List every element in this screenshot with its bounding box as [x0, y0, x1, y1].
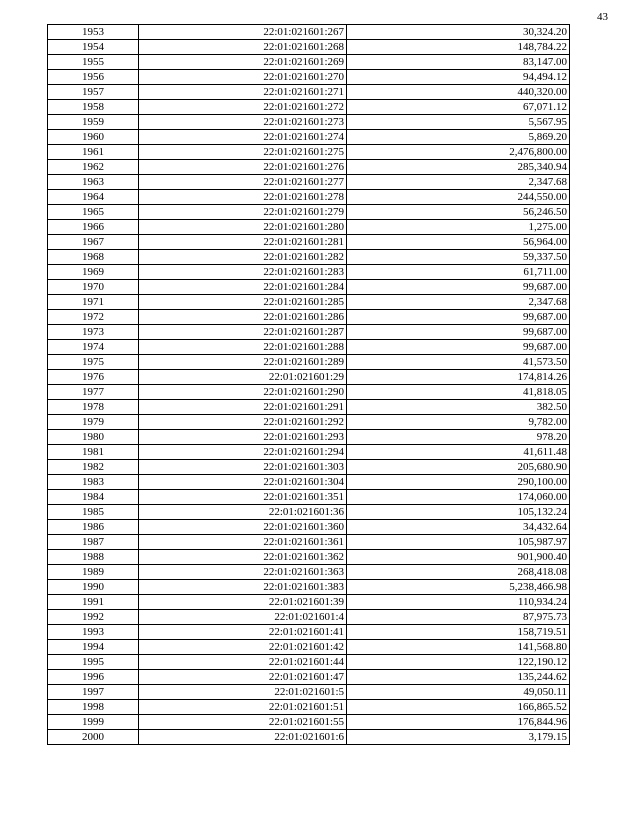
table-row	[48, 385, 570, 400]
table-row	[48, 610, 570, 625]
row-number-cell: 1955	[48, 55, 139, 70]
amount-cell: 382.50	[347, 400, 570, 415]
table-row	[48, 265, 570, 280]
row-number-cell: 1987	[48, 535, 139, 550]
table-row	[48, 175, 570, 190]
amount-cell: 244,550.00	[347, 190, 570, 205]
amount-cell: 5,869.20	[347, 130, 570, 145]
amount-cell: 56,246.50	[347, 205, 570, 220]
row-number-cell: 1963	[48, 175, 139, 190]
amount-cell: 901,900.40	[347, 550, 570, 565]
table-row	[48, 655, 570, 670]
amount-cell: 5,567.95	[347, 115, 570, 130]
row-number-cell: 1967	[48, 235, 139, 250]
amount-cell: 174,814.26	[347, 370, 570, 385]
amount-cell: 176,844.96	[347, 715, 570, 730]
row-number-cell: 1971	[48, 295, 139, 310]
cadastral-number-cell: 22:01:021601:41	[139, 625, 347, 640]
cadastral-number-cell: 22:01:021601:286	[139, 310, 347, 325]
row-number-cell: 1981	[48, 445, 139, 460]
table-row	[48, 685, 570, 700]
amount-cell: 290,100.00	[347, 475, 570, 490]
table-row	[48, 565, 570, 580]
amount-cell: 83,147.00	[347, 55, 570, 70]
table-row	[48, 310, 570, 325]
cadastral-number-cell: 22:01:021601:285	[139, 295, 347, 310]
row-number-cell: 1992	[48, 610, 139, 625]
table-row	[48, 70, 570, 85]
cadastral-number-cell: 22:01:021601:44	[139, 655, 347, 670]
cadastral-number-cell: 22:01:021601:276	[139, 160, 347, 175]
table-row	[48, 100, 570, 115]
table-row	[48, 160, 570, 175]
cadastral-number-cell: 22:01:021601:267	[139, 25, 347, 40]
amount-cell: 3,179.15	[347, 730, 570, 745]
row-number-cell: 1958	[48, 100, 139, 115]
amount-cell: 41,611.48	[347, 445, 570, 460]
table-row	[48, 250, 570, 265]
row-number-cell: 1993	[48, 625, 139, 640]
amount-cell: 148,784.22	[347, 40, 570, 55]
amount-cell: 285,340.94	[347, 160, 570, 175]
row-number-cell: 1954	[48, 40, 139, 55]
amount-cell: 34,432.64	[347, 520, 570, 535]
cadastral-number-cell: 22:01:021601:268	[139, 40, 347, 55]
row-number-cell: 1988	[48, 550, 139, 565]
amount-cell: 110,934.24	[347, 595, 570, 610]
table-row	[48, 295, 570, 310]
amount-cell: 30,324.20	[347, 25, 570, 40]
row-number-cell: 1975	[48, 355, 139, 370]
cadastral-number-cell: 22:01:021601:272	[139, 100, 347, 115]
row-number-cell: 1980	[48, 430, 139, 445]
cadastral-number-cell: 22:01:021601:51	[139, 700, 347, 715]
amount-cell: 41,818.05	[347, 385, 570, 400]
cadastral-number-cell: 22:01:021601:278	[139, 190, 347, 205]
page-number: 43	[597, 11, 608, 23]
row-number-cell: 1994	[48, 640, 139, 655]
table-row	[48, 475, 570, 490]
cadastral-number-cell: 22:01:021601:280	[139, 220, 347, 235]
table-row	[48, 370, 570, 385]
table-row	[48, 445, 570, 460]
cadastral-number-cell: 22:01:021601:293	[139, 430, 347, 445]
row-number-cell: 1959	[48, 115, 139, 130]
cadastral-number-cell: 22:01:021601:288	[139, 340, 347, 355]
cadastral-number-cell: 22:01:021601:383	[139, 580, 347, 595]
row-number-cell: 1968	[48, 250, 139, 265]
table-row	[48, 580, 570, 595]
row-number-cell: 1995	[48, 655, 139, 670]
row-number-cell: 1999	[48, 715, 139, 730]
table-row	[48, 145, 570, 160]
cadastral-number-cell: 22:01:021601:304	[139, 475, 347, 490]
row-number-cell: 1978	[48, 400, 139, 415]
table-row	[48, 490, 570, 505]
cadastral-number-cell: 22:01:021601:292	[139, 415, 347, 430]
amount-cell: 268,418.08	[347, 565, 570, 580]
table-row	[48, 355, 570, 370]
amount-cell: 9,782.00	[347, 415, 570, 430]
row-number-cell: 1965	[48, 205, 139, 220]
amount-cell: 105,132.24	[347, 505, 570, 520]
registry-table-body	[48, 25, 570, 745]
cadastral-number-cell: 22:01:021601:283	[139, 265, 347, 280]
row-number-cell: 1977	[48, 385, 139, 400]
amount-cell: 56,964.00	[347, 235, 570, 250]
cadastral-number-cell: 22:01:021601:287	[139, 325, 347, 340]
amount-cell: 61,711.00	[347, 265, 570, 280]
cadastral-number-cell: 22:01:021601:29	[139, 370, 347, 385]
amount-cell: 158,719.51	[347, 625, 570, 640]
row-number-cell: 1976	[48, 370, 139, 385]
table-row	[48, 235, 570, 250]
amount-cell: 99,687.00	[347, 340, 570, 355]
cadastral-number-cell: 22:01:021601:5	[139, 685, 347, 700]
row-number-cell: 1964	[48, 190, 139, 205]
table-row	[48, 640, 570, 655]
table-row	[48, 85, 570, 100]
amount-cell: 122,190.12	[347, 655, 570, 670]
amount-cell: 99,687.00	[347, 280, 570, 295]
cadastral-number-cell: 22:01:021601:361	[139, 535, 347, 550]
amount-cell: 94,494.12	[347, 70, 570, 85]
amount-cell: 105,987.97	[347, 535, 570, 550]
table-row	[48, 550, 570, 565]
cadastral-number-cell: 22:01:021601:282	[139, 250, 347, 265]
table-row	[48, 715, 570, 730]
row-number-cell: 1974	[48, 340, 139, 355]
table-row	[48, 460, 570, 475]
row-number-cell: 1966	[48, 220, 139, 235]
amount-cell: 978.20	[347, 430, 570, 445]
cadastral-number-cell: 22:01:021601:271	[139, 85, 347, 100]
row-number-cell: 1984	[48, 490, 139, 505]
cadastral-number-cell: 22:01:021601:55	[139, 715, 347, 730]
amount-cell: 67,071.12	[347, 100, 570, 115]
row-number-cell: 1997	[48, 685, 139, 700]
table-row	[48, 55, 570, 70]
amount-cell: 99,687.00	[347, 310, 570, 325]
row-number-cell: 1962	[48, 160, 139, 175]
cadastral-number-cell: 22:01:021601:360	[139, 520, 347, 535]
cadastral-number-cell: 22:01:021601:351	[139, 490, 347, 505]
table-row	[48, 325, 570, 340]
cadastral-number-cell: 22:01:021601:363	[139, 565, 347, 580]
cadastral-number-cell: 22:01:021601:42	[139, 640, 347, 655]
registry-table	[47, 24, 570, 745]
cadastral-number-cell: 22:01:021601:273	[139, 115, 347, 130]
table-row	[48, 205, 570, 220]
cadastral-number-cell: 22:01:021601:47	[139, 670, 347, 685]
amount-cell: 1,275.00	[347, 220, 570, 235]
row-number-cell: 1972	[48, 310, 139, 325]
table-row	[48, 220, 570, 235]
row-number-cell: 1989	[48, 565, 139, 580]
amount-cell: 5,238,466.98	[347, 580, 570, 595]
row-number-cell: 1982	[48, 460, 139, 475]
row-number-cell: 1983	[48, 475, 139, 490]
amount-cell: 166,865.52	[347, 700, 570, 715]
row-number-cell: 1998	[48, 700, 139, 715]
cadastral-number-cell: 22:01:021601:284	[139, 280, 347, 295]
table-row	[48, 505, 570, 520]
cadastral-number-cell: 22:01:021601:36	[139, 505, 347, 520]
table-row	[48, 430, 570, 445]
table-row	[48, 625, 570, 640]
table-row	[48, 280, 570, 295]
cadastral-number-cell: 22:01:021601:270	[139, 70, 347, 85]
row-number-cell: 1960	[48, 130, 139, 145]
row-number-cell: 1970	[48, 280, 139, 295]
amount-cell: 41,573.50	[347, 355, 570, 370]
table-row	[48, 700, 570, 715]
cadastral-number-cell: 22:01:021601:275	[139, 145, 347, 160]
cadastral-number-cell: 22:01:021601:277	[139, 175, 347, 190]
amount-cell: 2,347.68	[347, 295, 570, 310]
amount-cell: 87,975.73	[347, 610, 570, 625]
cadastral-number-cell: 22:01:021601:290	[139, 385, 347, 400]
row-number-cell: 1990	[48, 580, 139, 595]
amount-cell: 49,050.11	[347, 685, 570, 700]
table-row	[48, 400, 570, 415]
amount-cell: 440,320.00	[347, 85, 570, 100]
table-row	[48, 340, 570, 355]
table-row	[48, 730, 570, 745]
cadastral-number-cell: 22:01:021601:279	[139, 205, 347, 220]
row-number-cell: 1956	[48, 70, 139, 85]
cadastral-number-cell: 22:01:021601:294	[139, 445, 347, 460]
row-number-cell: 1957	[48, 85, 139, 100]
cadastral-number-cell: 22:01:021601:274	[139, 130, 347, 145]
cadastral-number-cell: 22:01:021601:291	[139, 400, 347, 415]
row-number-cell: 1996	[48, 670, 139, 685]
row-number-cell: 2000	[48, 730, 139, 745]
table-row	[48, 535, 570, 550]
cadastral-number-cell: 22:01:021601:303	[139, 460, 347, 475]
amount-cell: 141,568.80	[347, 640, 570, 655]
table-row	[48, 190, 570, 205]
amount-cell: 2,347.68	[347, 175, 570, 190]
row-number-cell: 1985	[48, 505, 139, 520]
table-row	[48, 520, 570, 535]
row-number-cell: 1973	[48, 325, 139, 340]
cadastral-number-cell: 22:01:021601:6	[139, 730, 347, 745]
cadastral-number-cell: 22:01:021601:269	[139, 55, 347, 70]
table-row	[48, 130, 570, 145]
table-row	[48, 115, 570, 130]
amount-cell: 205,680.90	[347, 460, 570, 475]
row-number-cell: 1991	[48, 595, 139, 610]
amount-cell: 59,337.50	[347, 250, 570, 265]
amount-cell: 174,060.00	[347, 490, 570, 505]
cadastral-number-cell: 22:01:021601:4	[139, 610, 347, 625]
table-row	[48, 40, 570, 55]
table-row	[48, 595, 570, 610]
cadastral-number-cell: 22:01:021601:289	[139, 355, 347, 370]
amount-cell: 2,476,800.00	[347, 145, 570, 160]
row-number-cell: 1961	[48, 145, 139, 160]
cadastral-number-cell: 22:01:021601:39	[139, 595, 347, 610]
row-number-cell: 1969	[48, 265, 139, 280]
table-row	[48, 415, 570, 430]
table-row	[48, 670, 570, 685]
amount-cell: 135,244.62	[347, 670, 570, 685]
cadastral-number-cell: 22:01:021601:281	[139, 235, 347, 250]
row-number-cell: 1986	[48, 520, 139, 535]
row-number-cell: 1979	[48, 415, 139, 430]
table-row	[48, 25, 570, 40]
row-number-cell: 1953	[48, 25, 139, 40]
cadastral-number-cell: 22:01:021601:362	[139, 550, 347, 565]
amount-cell: 99,687.00	[347, 325, 570, 340]
